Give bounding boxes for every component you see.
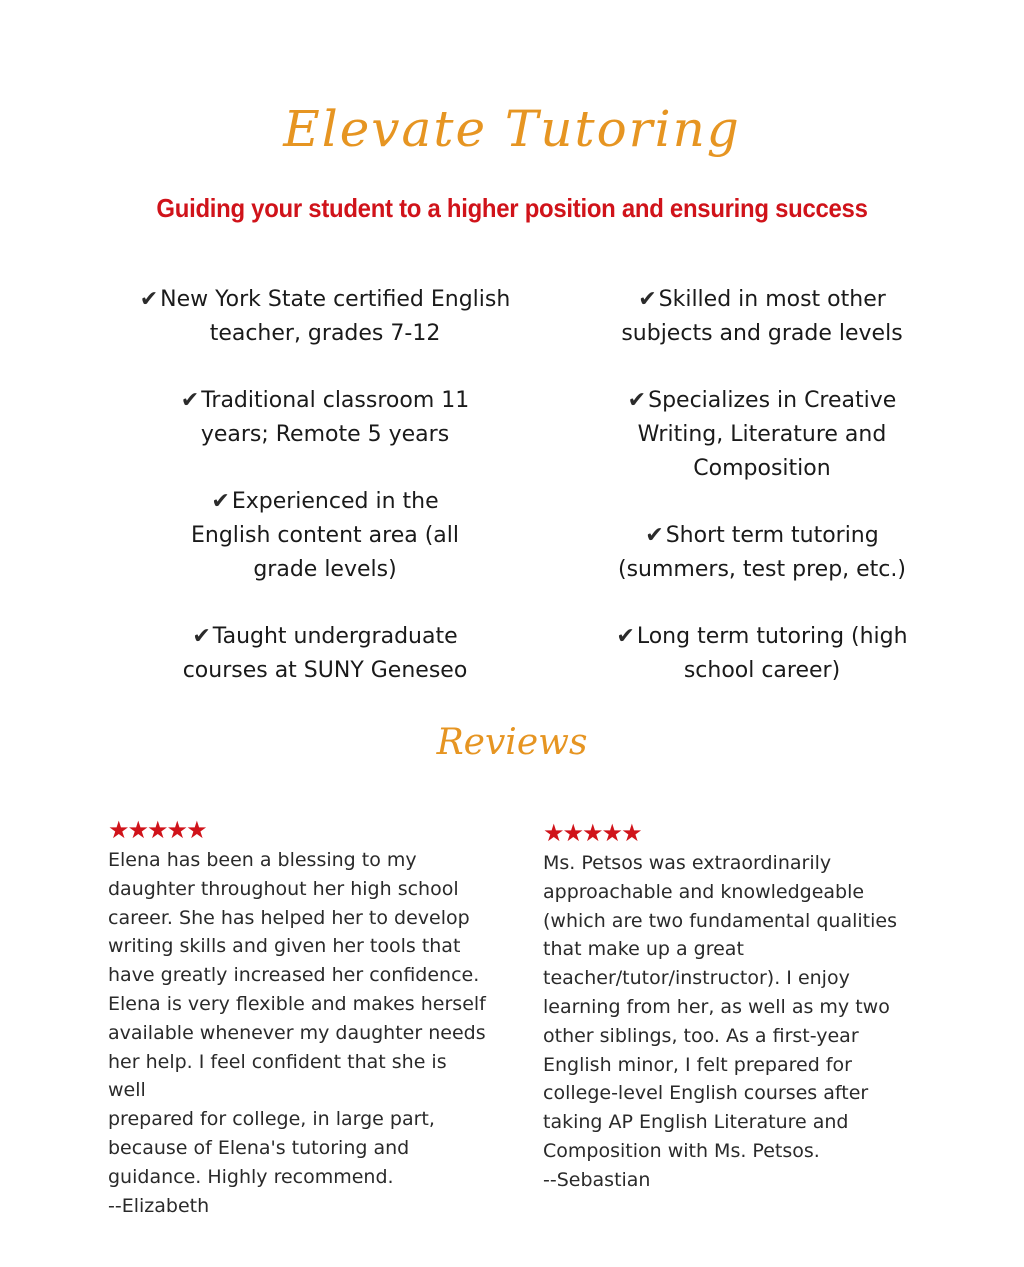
reviews-heading: Reviews	[436, 722, 588, 763]
checkmark-icon: ✔	[616, 624, 635, 649]
checkmark-icon: ✔	[192, 624, 211, 649]
checkmark-icon: ✔	[638, 287, 657, 312]
feature-text: Long term tutoring (high school career)	[636, 624, 908, 683]
feature-item	[175, 485, 475, 587]
feature-text: Specializes in Creative Writing, Literature and Composition	[637, 388, 897, 481]
review-text: Elena has been a blessing to my daughter throughout her high school career. She has helped her to develop writing skills and given her tools that have greatly increased her confidence. Elena is very flexible and makes herself available whenever my daughter needs her help. I feel confident that she is well prepared for college, in large part, because of Elena's tutoring and guidance. Highly recommend. --Elizabeth	[108, 849, 486, 1217]
checkmark-icon: ✔	[645, 523, 664, 548]
feature-text: New York State certified English teacher, grades 7-12	[160, 287, 511, 346]
feature-text: Experienced in the English content area (all grade levels)	[191, 489, 459, 582]
feature-text: Skilled in most other subjects and grade levels	[621, 287, 903, 346]
star-rating-icon: ★★★★★	[543, 819, 641, 847]
feature-item	[150, 384, 500, 452]
review-card	[108, 816, 488, 1220]
review-card	[543, 819, 923, 1195]
feature-text: Taught undergraduate courses at SUNY Geneseo	[182, 624, 468, 683]
page-title: Elevate Tutoring	[283, 100, 741, 158]
feature-text: Traditional classroom 11 years; Remote 5 years	[200, 388, 470, 447]
feature-item	[597, 283, 927, 351]
checkmark-icon: ✔	[211, 489, 230, 514]
tagline: Guiding your student to a higher position and ensuring success	[156, 193, 868, 223]
feature-item	[155, 620, 495, 688]
feature-item	[597, 384, 927, 486]
checkmark-icon: ✔	[627, 388, 647, 413]
star-rating-icon: ★★★★★	[108, 816, 206, 844]
feature-item	[125, 283, 525, 351]
feature-item	[597, 620, 927, 688]
feature-item	[597, 519, 927, 587]
review-text: Ms. Petsos was extraordinarily approachable and knowledgeable (which are two fundamental qualities that make up a great teacher/tutor/instructor). I enjoy learning from her, as well as my two other siblings, too. As a first-year English minor, I felt prepared for college-level English courses after taking AP English Literature and Composition with Ms. Petsos. --Sebastian	[543, 852, 897, 1191]
feature-text: Short term tutoring (summers, test prep, etc.)	[618, 523, 906, 582]
checkmark-icon: ✔	[139, 287, 159, 312]
checkmark-icon: ✔	[180, 388, 200, 413]
